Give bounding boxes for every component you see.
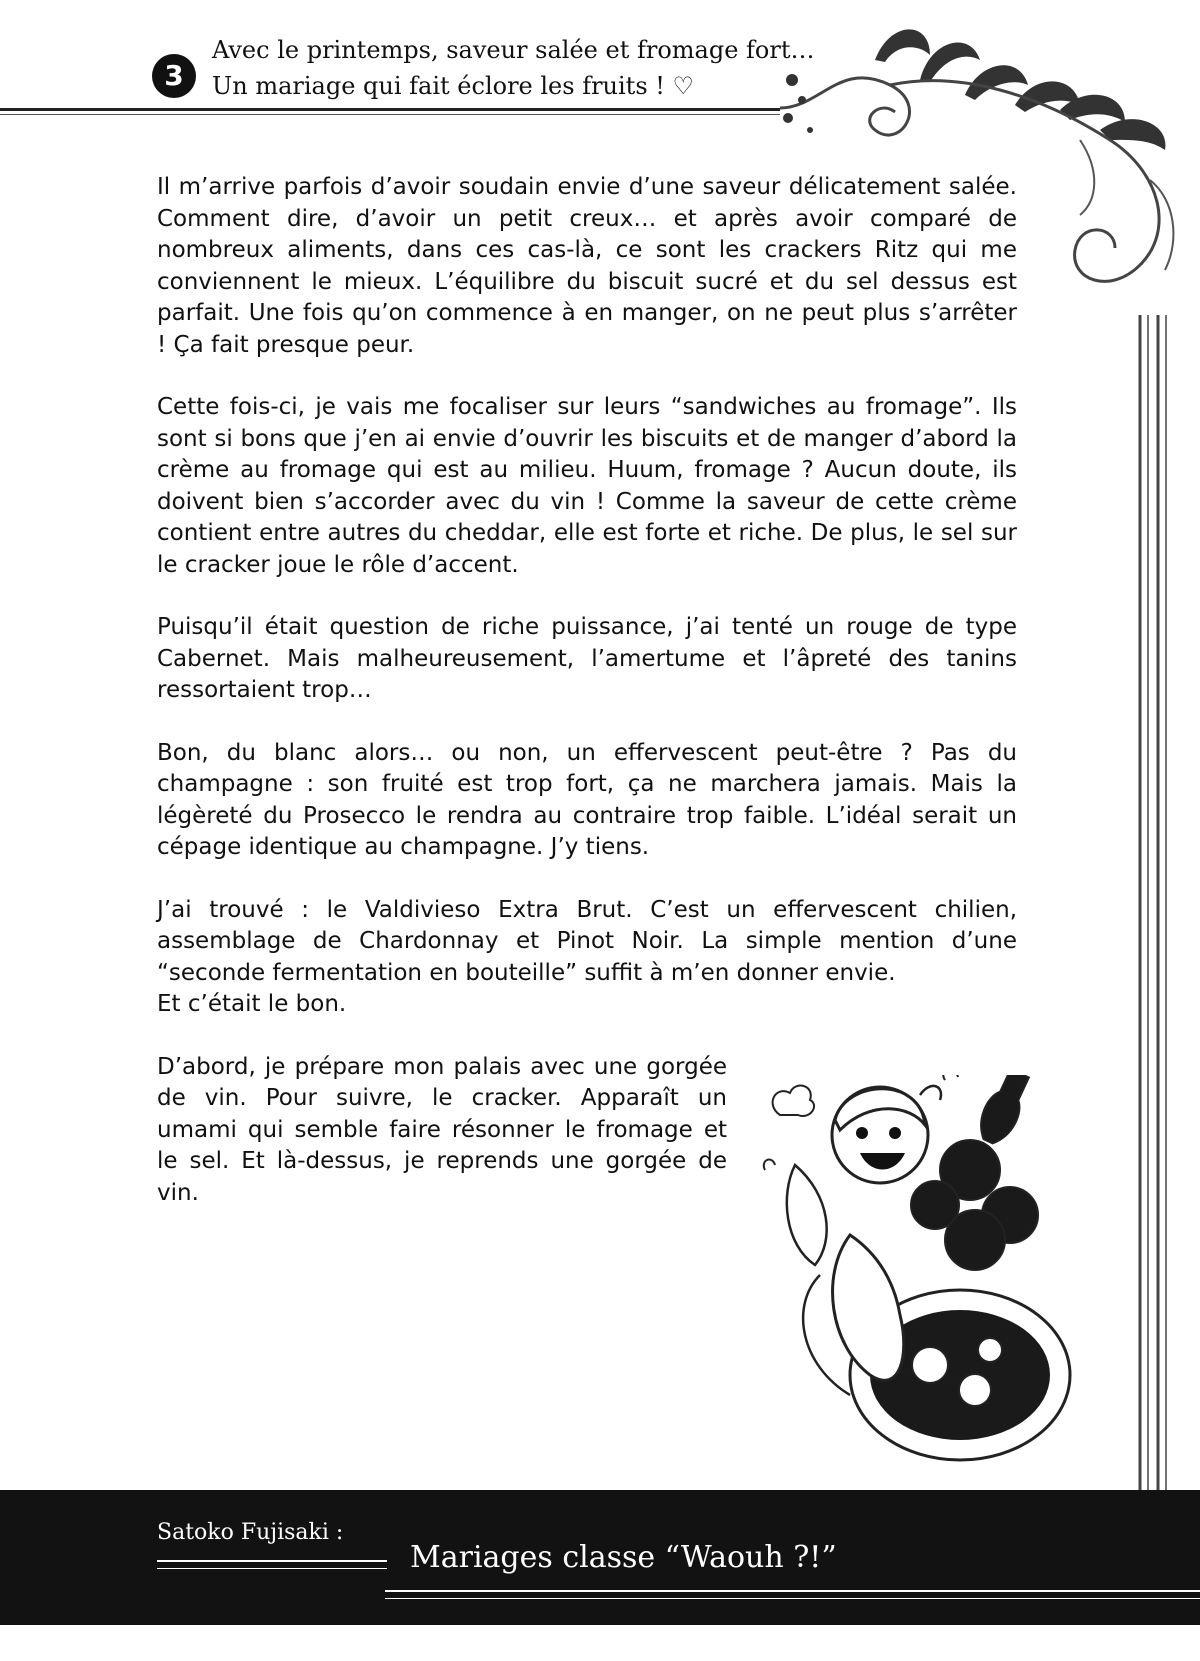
article-paragraph: D’abord, je prépare mon palais avec une gorgée de vin. Pour suivre, le cracker. Apparaît un umami qui semble faire résonner le fromage et le sel. Et là-dessus, je reprends une gorgée de vin.	[157, 1053, 727, 1206]
header-rule	[0, 108, 780, 111]
chapter-title	[212, 32, 815, 104]
girl-with-crackers-illustration	[760, 1075, 1080, 1475]
footer-series-underline	[385, 1590, 1200, 1592]
article-paragraph: Il m’arrive parfois d’avoir soudain envie d’une saveur délicatement salée. Comment dire, d’avoir un petit creux… et après avoir comparé de nombreux aliments, dans ces cas-là, ce sont les crackers Ritz qui me conviennent le mieux. L’équilibre du biscuit sucré et du sel dessus est parfait. Une fois qu’on commence à en manger, on ne peut plus s’arrêter ! Ça fait presque peur.	[157, 174, 1017, 358]
article-paragraph: J’ai trouvé : le Valdivieso Extra Brut. C’est un effervescent chilien, assemblage de Chardonnay et Pinot Noir. La simple mention d’une “seconde fermentation en bouteille” suffit à m’en donner envie.	[157, 896, 1017, 986]
footer-series-title: Mariages classe “Waouh ?!”	[410, 1540, 837, 1575]
footer-band	[0, 1490, 1200, 1625]
footer-author-underline-2	[157, 1568, 387, 1569]
article-paragraph: Cette fois-ci, je vais me focaliser sur leurs “sandwiches au fromage”. Ils sont si bons que j’en ai envie d’ouvrir les biscuits et de manger d’abord la crème au fromage qui est au milieu. Huum, fromage ? Aucun doute, ils doivent bien s’accorder avec du vin ! Comme la saveur de cette crème contient entre autres du cheddar, elle est forte et riche. De plus, le sel sur le cracker joue le rôle d’accent.	[157, 394, 1017, 578]
chapter-number-badge: 3	[152, 54, 196, 98]
article-paragraph: Puisqu’il était question de riche puissance, j’ai tenté un rouge de type Cabernet. Mais malheureusement, l’amertume et l’âpreté des tanins ressortaient trop…	[157, 614, 1017, 703]
header-rule-thin	[0, 114, 780, 115]
footer-series-underline-2	[385, 1598, 1200, 1599]
chapter-header	[0, 0, 1200, 140]
vertical-rail-decoration	[1134, 315, 1174, 1490]
article-paragraph: Et c’était le bon.	[157, 991, 347, 1017]
article-paragraph: Bon, du blanc alors… ou non, un effervescent peut-être ? Pas du champagne : son fruité est trop fort, ça ne marchera jamais. Mais la légèreté du Prosecco le rendra au contraire trop faible. L’idéal serait un cépage identique au champagne. J’y tiens.	[157, 739, 1017, 860]
footer-author-underline	[157, 1560, 387, 1562]
chapter-title-line-1: Avec le printemps, saveur salée et fromage fort…	[212, 36, 815, 64]
chapter-title-line-2: Un mariage qui fait éclore les fruits ! ♡	[212, 72, 695, 100]
footer-author: Satoko Fujisaki :	[157, 1520, 344, 1545]
